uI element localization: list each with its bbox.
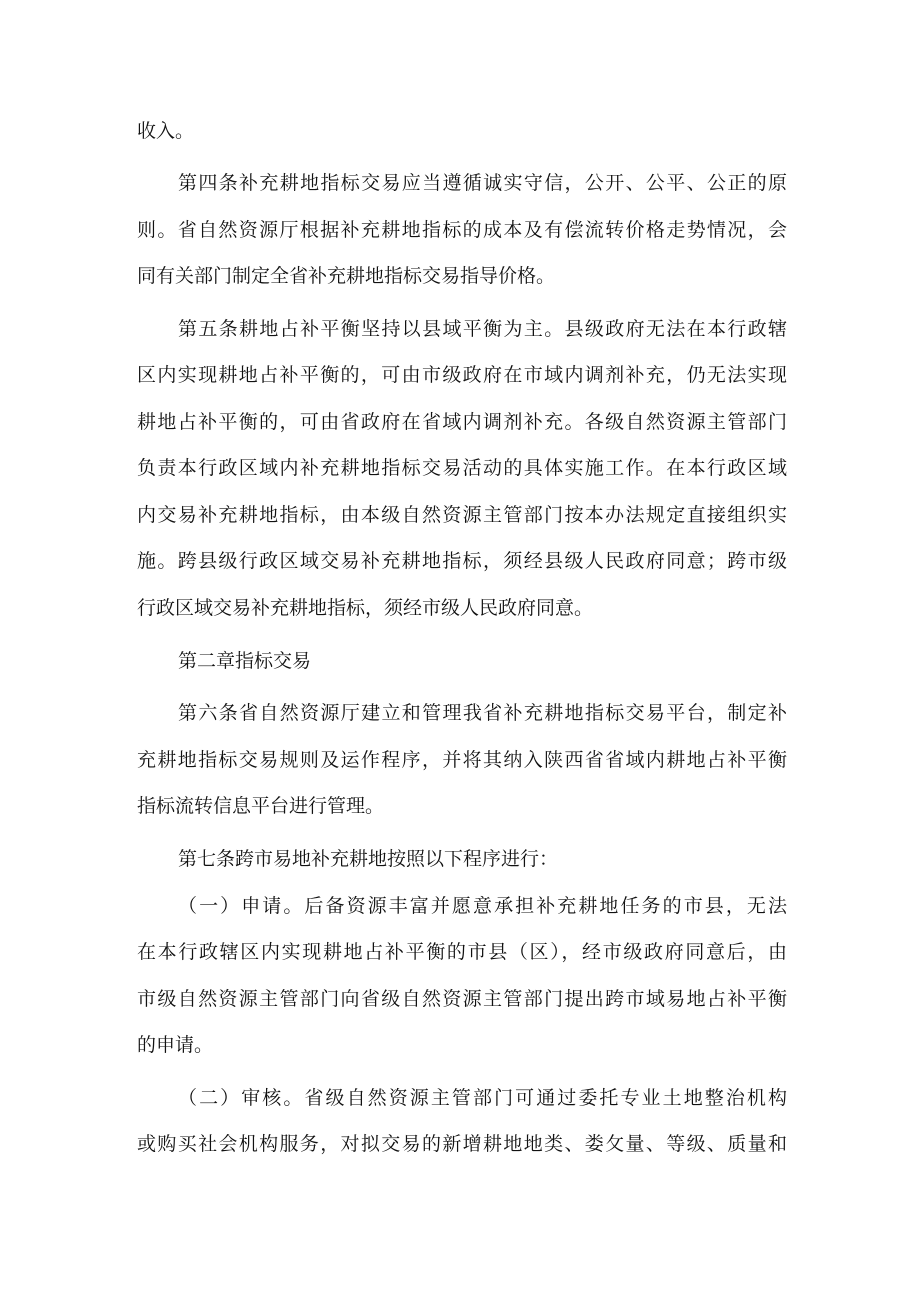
text-line: 则。省自然资源厅根据补充耕地指标的成本及有偿流转价格走势情况，会 [137,219,787,241]
text-line: 第七条跨市易地补充耕地按照以下程序进行： [178,848,559,870]
text-line: 市级自然资源主管部门向省级自然资源主管部门提出跨市域易地占补平衡 [137,988,787,1010]
text-line: 充耕地指标交易规则及运作程序，并将其纳入陕西省省域内耕地占补平衡 [137,749,787,771]
text-line: 负责本行政区域内补充耕地指标交易活动的具体实施工作。在本行政区域 [137,457,787,479]
text-line: 耕地占补平衡的，可由省政府在省域内调剂补充。各级自然资源主管部门 [137,411,787,433]
text-line: （二）审核。省级自然资源主管部门可通过委托专业土地整治机构 [178,1087,787,1109]
text-line: 收入。 [137,120,195,142]
text-line: 第六条省自然资源厅建立和管理我省补充耕地指标交易平台，制定补 [178,702,787,724]
text-line: 指标流转信息平台进行管理。 [137,795,385,817]
text-line: 施。跨县级行政区域交易补充耕地指标，须经县级人民政府同意；跨市级 [137,550,787,572]
text-line: 内交易补充耕地指标，由本级自然资源主管部门按本办法规定直接组织实 [137,504,787,526]
text-line: 行政区域交易补充耕地指标，须经市级人民政府同意。 [137,597,594,619]
text-line: 第五条耕地占补平衡坚持以县域平衡为主。县级政府无法在本行政辖 [178,318,787,340]
text-line: 在本行政辖区内实现耕地占补平衡的市县（区），经市级政府同意后，由 [137,941,787,963]
text-line: 同有关部门制定全省补充耕地指标交易指导价格。 [137,265,556,287]
chapter-heading: 第二章指标交易 [178,650,312,672]
text-line: 第四条补充耕地指标交易应当遵循诚实守信，公开、公平、公正的原 [178,172,787,194]
text-line: （一）申请。后备资源丰富并愿意承担补充耕地任务的市县，无法 [178,895,787,917]
text-line: 或购买社会机构服务，对拟交易的新增耕地地类、娄攵量、等级、质量和 [137,1133,787,1155]
text-line: 区内实现耕地占补平衡的，可由市级政府在市域内调剂补充，仍无法实现 [137,364,787,386]
text-line: 的申请。 [137,1034,214,1056]
